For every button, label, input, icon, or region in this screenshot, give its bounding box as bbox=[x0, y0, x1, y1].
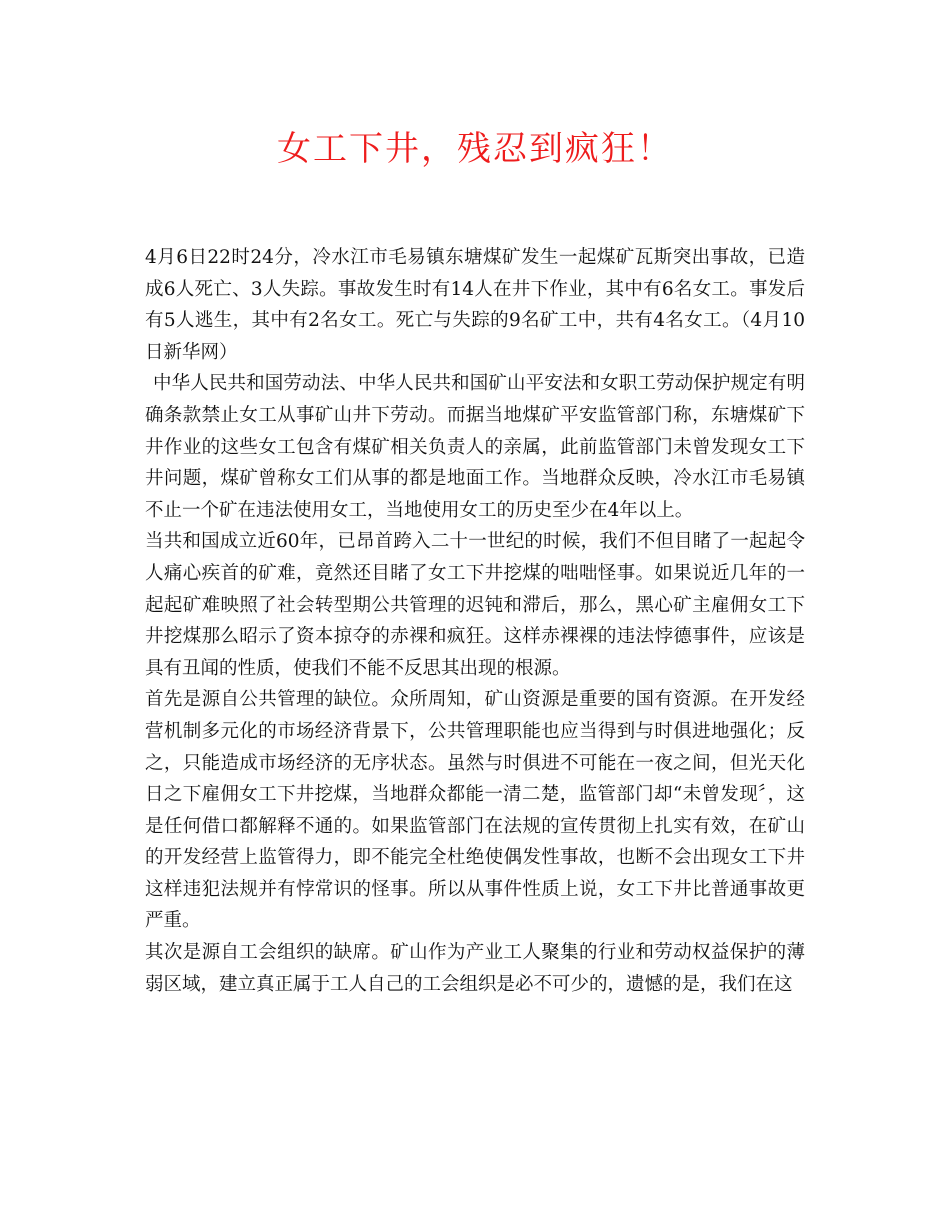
paragraph-reflection: 当共和国成立近60年，已昂首跨入二十一世纪的时候，我们不但目睹了一起起令人痛心疾首的矿难，竟然还目睹了女工下井挖煤的咄咄怪事。如果说近几年的一起起矿难映照了社会转型期公共管理的迟钝和滞后，那么，黑心矿主雇佣女工下井挖煤那么昭示了资本掠夺的赤裸和疯狂。这样赤裸裸的违法悖德事件，应该是具有丑闻的性质，使我们不能不反思其出现的根源。 bbox=[145, 531, 805, 679]
document-title: 女工下井，残忍到疯狂！ bbox=[277, 129, 673, 169]
paragraph-union: 其次是源自工会组织的缺席。矿山作为产业工人聚集的行业和劳动权益保护的薄弱区域，建立真正属于工人自己的工会组织是必不可少的，遗憾的是，我们在这 bbox=[145, 942, 805, 995]
paragraph-intro: 4月6日22时24分，冷水江市毛易镇东塘煤矿发生一起煤矿瓦斯突出事故，已造成6人死亡、3人失踪。事故发生时有14人在井下作业，其中有6名女工。事发后有5人逃生，其中有2名女工。死亡与失踪的9名矿工中，共有4名女工。（4月10日新华网） bbox=[145, 247, 805, 363]
paragraph-law: 中华人民共和国劳动法、中华人民共和国矿山平安法和女职工劳动保护规定有明确条款禁止女工从事矿山井下劳动。而据当地煤矿平安监管部门称，东塘煤矿下井作业的这些女工包含有煤矿相关负责人的亲属，此前监管部门未曾发现女工下井问题，煤矿曾称女工们从事的都是地面工作。当地群众反映，冷水江市毛易镇不止一个矿在违法使用女工，当地使用女工的历史至少在4年以上。 bbox=[145, 373, 805, 521]
document-body bbox=[145, 242, 805, 1000]
paragraph-public-management: 首先是源自公共管理的缺位。众所周知，矿山资源是重要的国有资源。在开发经营机制多元化的市场经济背景下，公共管理职能也应当得到与时俱进地强化；反之，只能造成市场经济的无序状态。虽然与时俱进不可能在一夜之间，但光天化日之下雇佣女工下井挖煤，当地群众都能一清二楚，监管部门却“未曾发现〞，这是任何借口都解释不通的。如果监管部门在法规的宣传贯彻上扎实有效，在矿山的开发经营上监管得力，即不能完全杜绝使偶发性事故，也断不会出现女工下井这样违犯法规并有悖常识的怪事。所以从事件性质上说，女工下井比普通事故更严重。 bbox=[145, 689, 805, 932]
